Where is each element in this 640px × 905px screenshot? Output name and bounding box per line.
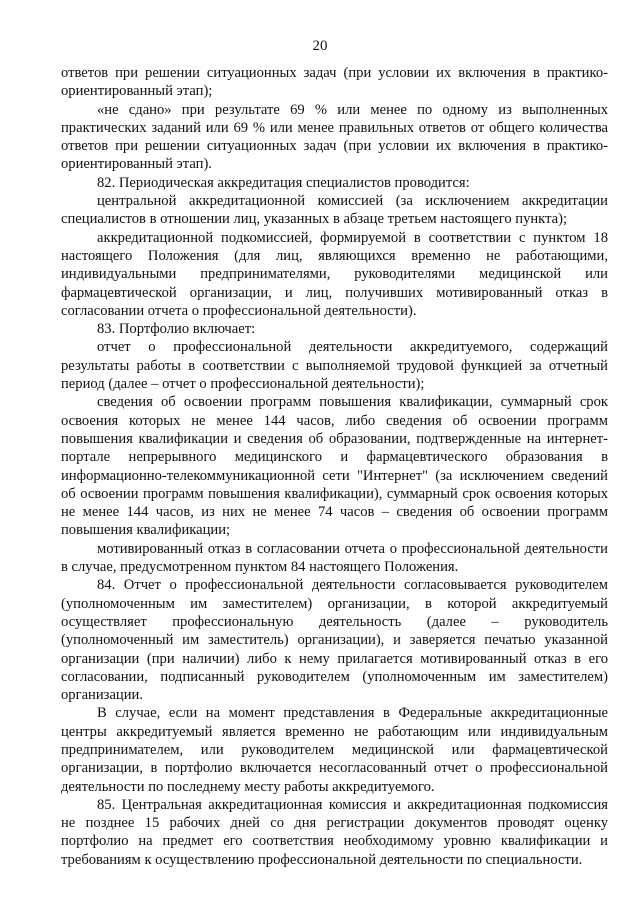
paragraph-clause-83: 83. Портфолио включает: [97,321,256,338]
page-number: 20 [312,38,328,54]
document-body [61,64,608,869]
paragraph-clause-82: 82. Периодическая аккредитация специалистов проводится: [97,174,470,191]
paragraph: ответов при решении ситуационных задач (при условии их включения в практико-ориентированный этап); [61,65,608,100]
paragraph-clause-85: 85. Центральная аккредитационная комиссия и аккредитационная подкомиссия не позднее 15 рабочих дней со дня регистрации документов проводят оценку портфолио на предмет его соответствия необходимому уровню квалификации и требованиям к осуществлению профессиональной деятельности по специальности. [61,796,608,868]
paragraph: отчет о профессиональной деятельности аккредитуемого, содержащий результаты работы в соответствии с выполняемой трудовой функцией за отчетный период (далее – отчет о профессиональной деятельности); [61,339,608,393]
paragraph: сведения об освоении программ повышения квалификации, суммарный срок освоения которых не менее 144 часов, либо сведения об освоении программ повышения квалификации и сведения об образовании, подтвержденные на интернет-портале непрерывного медицинского и фармацевтического образования в информационно-телекоммуникационной сети "Интернет" (за исключением сведений об освоении программ повышения квалификации), суммарный срок освоения которых не менее 144 часов, из них не менее 74 часов – сведения об освоении программ повышения квалификации; [61,394,608,539]
paragraph: мотивированный отказ в согласовании отчета о профессиональной деятельности в случае, предусмотренном пунктом 84 настоящего Положения. [61,540,608,576]
paragraph-clause-84: 84. Отчет о профессиональной деятельности согласовывается руководителем (уполномоченным им заместителем) организации, в которой аккредитуемый осуществляет профессиональную деятельность (далее – руководитель (уполномоченный им заместитель) организации), и заверяется печатью указанной организации (при наличии) либо к нему прилагается мотивированный отказ в его согласовании, подписанный руководителем (уполномоченным им заместителем) организации. [61,577,608,704]
paragraph: В случае, если на момент представления в Федеральные аккредитационные центры аккредитуемый является временно не работающим или индивидуальным предпринимателем, или руководителем медицинской или фармацевтической организации, в портфолио включается несогласованный отчет о профессиональной деятельности по последнему месту работы аккредитуемого. [61,705,608,795]
paragraph: «не сдано» при результате 69 % или менее по одному из выполненных практических заданий или 69 % или менее правильных ответов от общего количества ответов при решении ситуационных задач (при условии их включения в практико-ориентированный этап). [61,101,608,173]
paragraph: центральной аккредитационной комиссией (за исключением аккредитации специалистов в отношении лиц, указанных в абзаце третьем настоящего пункта); [61,193,608,228]
paragraph: аккредитационной подкомиссией, формируемой в соответствии с пунктом 18 настоящего Положения (для лиц, являющихся временно не работающими, индивидуальными предпринимателями, руководителями медицинской или фармацевтической организации, и лиц, получивших мотивированный отказ в согласовании отчета о профессиональной деятельности). [61,229,608,319]
